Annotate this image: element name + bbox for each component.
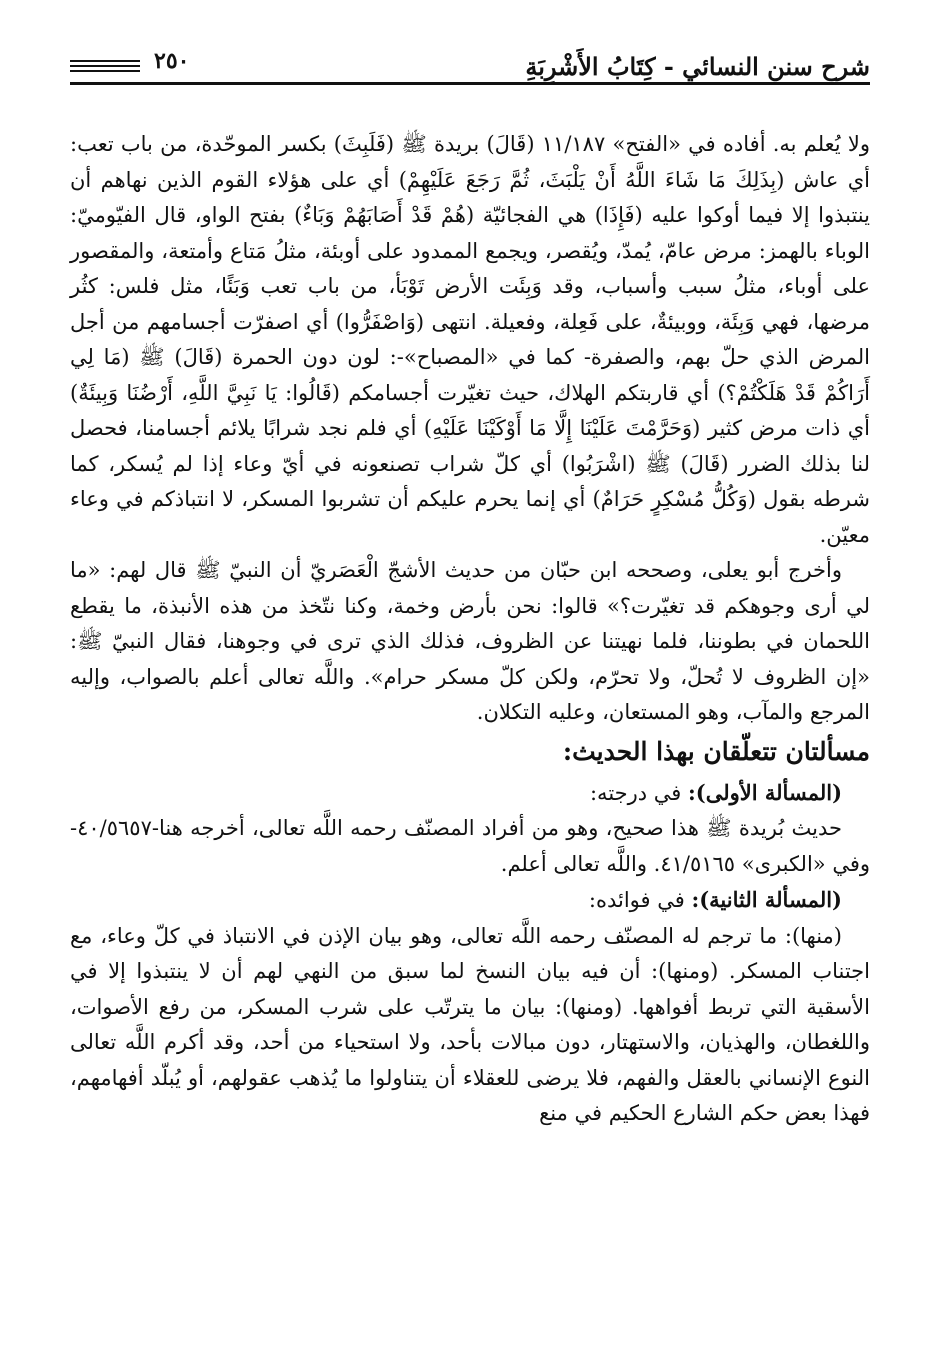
page-header — [70, 48, 870, 85]
issue-2-label: (المسألة الثانية): — [691, 887, 842, 912]
decorative-rules — [70, 60, 140, 72]
section-heading: مسألتان تتعلّقان بهذا الحديث: — [562, 736, 870, 766]
rule-line — [70, 70, 140, 72]
issue-2-title — [70, 882, 870, 919]
issue-1-label: (المسألة الأولى): — [688, 779, 842, 805]
paragraph-1: ولا يُعلم به. أفاده في «الفتح» ١١/١٨٧ (قَالَ) بريدة ﷺ (فَلَبِثَ) بكسر الموحّدة، من باب تعب: أي عاش (بِذَلِكَ مَا شَاءَ اللَّهُ أَنْ يَلْبَثَ، ثُمَّ رَجَعَ عَلَيْهِمْ) أي على هؤلاء القوم الذين نهاهم أن ينتبذوا إلا فيما أوكوا عليه (فَإِذَا) هي الفجائيّة (هُمْ قَدْ أَصَابَهُمْ وَبَاءٌ) بفتح الواو، قال الفيّوميّ: الوباء بالهمز: مرض عامّ، يُمدّ، ويُقصر، ويجمع الممدود على أوبئة، مثلُ مَتاع وأمتعة، والمقصور على أوباء، مثلُ سبب وأسباب، وقد وَبِئَت الأرض تَوْبَأ، من باب تعب وَبَئًا، مثل فلس: كثُر مرضها، فهي وَبِئَة، ووبيئةٌ، على فَعِلة، وفعيلة. انتهى (وَاصْفَرُّوا) أي اصفرّت أجسامهم من أجل المرض الذي حلّ بهم، والصفرة- كما في «المصباح»-: لون دون الحمرة (قَالَ) ﷺ (مَا لِي أَرَاكُمْ قَدْ هَلَكْتُمْ؟) أي قاربتكم الهلاك، حيث تغيّرت أجسامكم (قَالُوا: يَا نَبِيَّ اللَّهِ، أَرْضُنَا وَبِيئَةٌ) أي ذات مرض كثير (وَحَرَّمْتَ عَلَيْنَا إِلَّا مَا أَوْكَيْنَا عَلَيْهِ) أي فلم نجد شرابًا يلائم أجسامنا، فحصل لنا بذلك الضرر (قَالَ) ﷺ (اشْرَبُوا) أي كلّ شراب تصنعونه في أيّ وعاء إذا لم يُسكر، كما شرطه بقول (وَكُلُّ مُسْكِرٍ حَرَامٌ) أي إنما يحرم عليكم أن تشربوا المسكر، لا انتباذكم في وعاء معيّن. — [70, 132, 870, 547]
rule-line — [70, 60, 140, 62]
paragraph-2: وأخرج أبو يعلى، وصححه ابن حبّان من حديث الأشجّ الْعَصَريّ أن النبيّ ﷺ قال لهم: «ما لي أرى وجوهكم قد تغيّرت؟» قالوا: نحن بأرض وخمة، وكنا نتّخذ من هذه الأنبذة، ما يقطع اللحمان في بطوننا، فلما نهيتنا عن الظروف، فذلك الذي ترى في وجوهنا، فقال النبيّ ﷺ: «إن الظروف لا تُحلّ، ولا تحرّم، ولكن كلّ مسكر حرام». واللَّه تعالى أعلم بالصواب، وإليه المرجع والمآب، وهو المستعان، وعليه التكلان. — [70, 558, 870, 724]
issue-1-topic: في درجته: — [589, 780, 682, 805]
issue-1-text: حديث بُريدة ﷺ هذا صحيح، وهو من أفراد المصنّف رحمه اللَّه تعالى، أخرجه هنا-٤٠/٥٦٥٧- وفي «الكبرى» ٤١/٥١٦٥. واللَّه تعالى أعلم. — [70, 816, 870, 876]
issue-2-text: (منها): ما ترجم له المصنّف رحمه اللَّه تعالى، وهو بيان الإذن في الانتباذ في كلّ وعاء، مع اجتناب المسكر. (ومنها): أن فيه بيان النسخ لما سبق من النهي لهم أن لا ينتبذوا إلا في الأسقية التي تربط أفواهها. (ومنها): بيان ما يترتّب على شرب المسكر، من رفع الأصوات، واللغطان، والهذيان، والاستهتار، دون مبالات بأحد، ولا استحياء من أحد، وقد أكرم اللَّه تعالى النوع الإنساني بالعقل والفهم، فلا يرضى للعقلاء أن يتناولوا ما يُذهب عقولهم، أو يُبلّد أفهامهم، فهذا بعض حكم الشارع الحكيم في منع — [70, 923, 870, 1125]
page-header-left — [70, 48, 189, 74]
rule-line — [70, 65, 140, 67]
issue-1-title — [70, 775, 870, 812]
page-number: ٢٥٠ — [154, 48, 190, 74]
page-body — [70, 127, 870, 1132]
page-header-title: شرح سنن النسائي - كِتَابُ الأَشْرِبَةِ — [525, 52, 870, 81]
issue-2-topic: في فوائده: — [588, 888, 685, 912]
document-page — [70, 48, 870, 1132]
